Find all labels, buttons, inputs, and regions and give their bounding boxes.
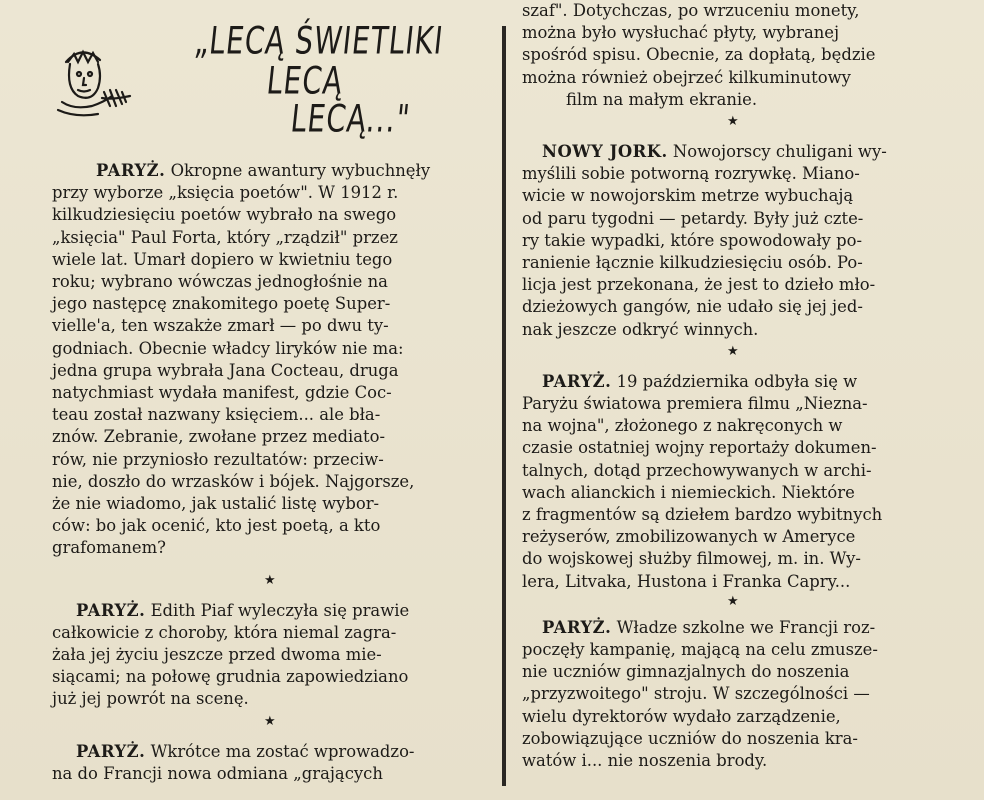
left-column <box>52 160 492 785</box>
headline-line-1: „LECĄ ŚWIETLIKI <box>192 18 446 63</box>
article-line: przy wyborze „księcia poetów". W 1912 r. <box>52 183 399 203</box>
star-separator: ★ <box>727 593 739 609</box>
article-line: rów, nie przyniosło rezultatów: przeciw- <box>52 449 384 469</box>
article-line: od paru tygodni — petardy. Były już czte- <box>522 208 864 228</box>
cartoon-face-logo <box>52 40 162 120</box>
article-line: ranienie łącznie kilkudziesięciu osób. Po- <box>522 253 863 273</box>
column-divider <box>502 26 506 786</box>
article-line: żała jej życiu jeszcze przed dwoma mie- <box>52 645 382 665</box>
dateline: PARYŻ. <box>76 741 146 761</box>
dateline: PARYŻ. <box>96 161 166 180</box>
article-line: roku; wybrano wówczas jednogłośnie na <box>52 272 388 292</box>
article-paris-schools <box>522 617 950 772</box>
article-jukebox-continued <box>522 0 950 111</box>
article-line: ry takie wypadki, które spowodowały po- <box>522 230 863 250</box>
article-line: można również obejrzeć kilkuminutowy <box>522 67 851 87</box>
article-line: że nie wiadomo, jak ustalić listę wybor- <box>52 494 380 514</box>
dateline: PARYŻ. <box>542 371 612 391</box>
article-line: na wojna", złożonego z nakręconych w <box>522 416 843 436</box>
article-paris-jukebox <box>52 741 492 785</box>
article-line: watów i... nie noszenia brody. <box>522 751 768 771</box>
article-line: czasie ostatniej wojny reportaży dokumen- <box>522 438 877 458</box>
article-line: wicie w nowojorskim metrze wybuchają <box>522 186 854 206</box>
article-line: grafomanem? <box>52 538 166 558</box>
dateline: PARYŻ. <box>542 617 612 637</box>
article-line: Wkrótce ma zostać wprowadzo- <box>150 741 415 761</box>
article-line: lera, Litvaka, Hustona i Franka Capry... <box>522 571 851 591</box>
article-line: na do Francji nowa odmiana „grających <box>52 763 383 783</box>
article-new-york <box>522 141 950 341</box>
article-line: już jej powrót na scenę. <box>52 689 249 709</box>
star-separator: ★ <box>727 114 739 130</box>
article-line: talnych, dotąd przechowywanych w archi- <box>522 460 872 480</box>
article-line: wach alianckich i niemieckich. Niektóre <box>522 482 855 502</box>
article-line: wielu dyrektorów wydało zarządzenie, <box>522 706 841 726</box>
article-line: jedna grupa wybrała Jana Cocteau, druga <box>52 360 399 380</box>
article-line: wiele lat. Umarł dopiero w kwietniu tego <box>52 249 393 269</box>
article-line: Władze szkolne we Francji roz- <box>616 617 876 637</box>
article-line: Okropne awantury wybuchnęły <box>170 161 431 180</box>
article-line: siącami; na połowę grudnia zapowiedziano <box>52 667 409 687</box>
article-line: 19 października odbyła się w <box>616 371 858 391</box>
article-paris-film <box>522 371 950 593</box>
article-line: z fragmentów są dziełem bardzo wybitnych <box>522 505 883 525</box>
article-line: teau został nazwany księciem... ale bła- <box>52 405 381 425</box>
dateline: NOWY JORK. <box>542 142 668 162</box>
star-separator: ★ <box>727 343 739 359</box>
article-line: nie uczniów gimnazjalnych do noszenia <box>522 662 850 682</box>
article-paris-poets <box>52 160 492 560</box>
article-paris-piaf <box>52 600 492 711</box>
article-line: film na małym ekranie. <box>566 89 758 109</box>
article-line: znów. Zebranie, zwołane przez mediato- <box>52 427 386 447</box>
article-line: natychmiast wydała manifest, gdzie Coc- <box>52 383 392 403</box>
star-separator: ★ <box>264 572 276 588</box>
article-line: jego następcę znakomitego poetę Super- <box>52 294 391 314</box>
article-line: zobowiązujące uczniów do noszenia kra- <box>522 728 858 748</box>
article-line: Edith Piaf wyleczyła się prawie <box>150 600 410 620</box>
article-line: można było wysłuchać płyty, wybranej <box>522 23 840 43</box>
article-line: dzieżowych gangów, nie udało się jej jed- <box>522 297 863 317</box>
article-line: Nowojorscy chuligani wy- <box>672 142 887 162</box>
article-line: do wojskowej służby filmowej, m. in. Wy- <box>522 549 861 569</box>
article-line: spośród spisu. Obecnie, za dopłatą, będzie <box>522 45 876 65</box>
article-line: nak jeszcze odkryć winnych. <box>522 319 759 339</box>
article-line: nie, doszło do wrzasków i bójek. Najgorsze, <box>52 471 415 491</box>
article-line: poczęły kampanię, mającą na celu zmusze- <box>522 640 878 660</box>
article-line: „przyzwoitego" stroju. W szczególności — <box>522 684 870 704</box>
article-line: całkowicie z choroby, która niemal zagra- <box>52 622 397 642</box>
article-line: reżyserów, zmobilizowanych w Ameryce <box>522 527 856 547</box>
article-line: szaf". Dotychczas, po wrzuceniu monety, <box>522 1 860 20</box>
article-line: myślili sobie potworną rozrywkę. Miano- <box>522 164 860 184</box>
article-line: licja jest przekonana, że jest to dzieło mło- <box>522 275 876 295</box>
star-separator: ★ <box>264 713 276 729</box>
article-line: Paryżu światowa premiera filmu „Niezna- <box>522 394 868 414</box>
article-line: kilkudziesięciu poetów wybrało na swego <box>52 205 397 225</box>
headline-line-2: LECĄ <box>264 58 346 103</box>
dateline: PARYŻ. <box>76 600 146 620</box>
article-line: ców: bo jak ocenić, kto jest poetą, a kto <box>52 516 381 536</box>
article-line: godniach. Obecnie władcy liryków nie ma: <box>52 338 404 358</box>
article-line: vielle'a, ten wszakże zmarł — po dwu ty- <box>52 316 389 336</box>
article-line: „księcia" Paul Forta, który „rządził" przez <box>52 227 398 247</box>
headline <box>192 16 446 141</box>
headline-line-3: LECĄ..." <box>288 96 413 141</box>
right-column <box>522 0 950 772</box>
